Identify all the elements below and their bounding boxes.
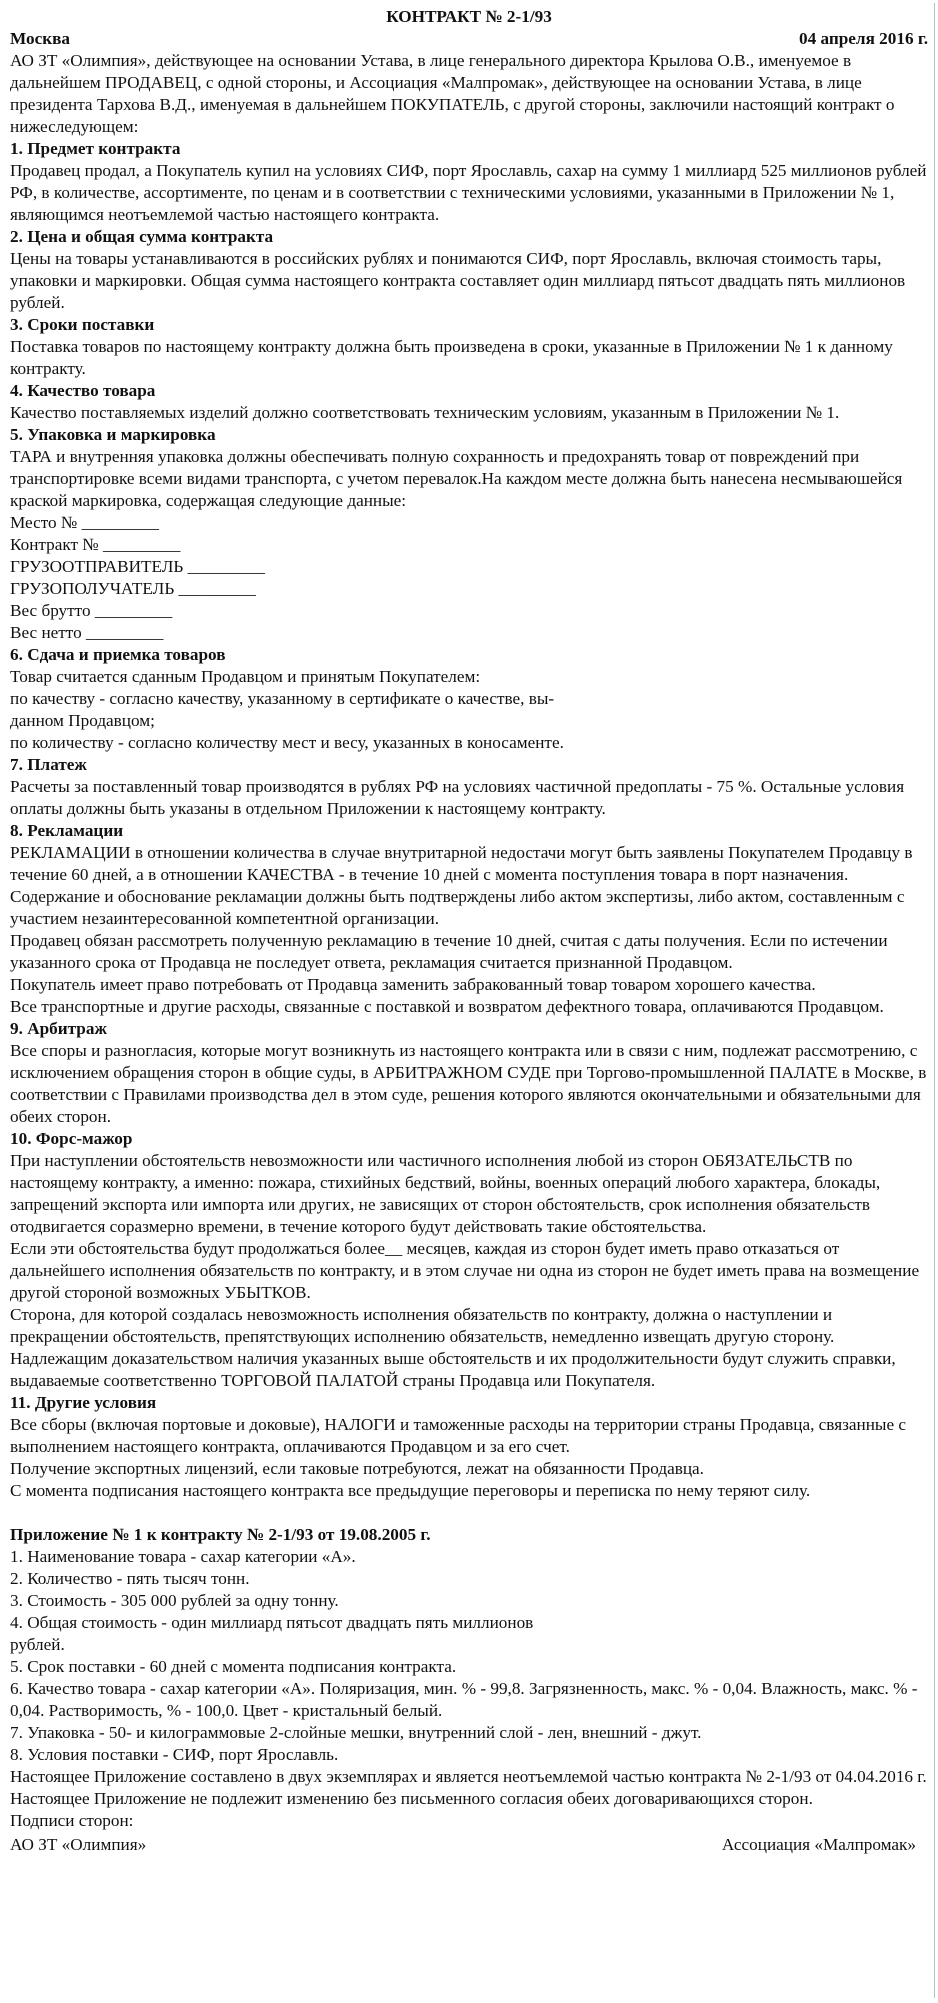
appendix-paragraph: Настоящее Приложение не подлежит изменению без письменного согласия обеих договаривающихся сторон. <box>10 1789 813 1808</box>
section-line: по качеству - согласно качеству, указанному в сертификате о качестве, вы- <box>10 689 555 708</box>
section-claims <box>10 820 928 1018</box>
appendix <box>10 1524 928 1856</box>
section-payment <box>10 754 928 820</box>
section-heading: 3. Сроки поставки <box>10 315 155 334</box>
section-heading: 8. Рекламации <box>10 821 124 840</box>
place-date-row <box>10 28 928 50</box>
section-acceptance <box>10 644 928 754</box>
section-heading: 2. Цена и общая сумма контракта <box>10 227 274 246</box>
section-paragraph: Все сборы (включая портовые и доковые), НАЛОГИ и таможенные расходы на территории страны Продавца, связанные с выполнением настоящего контракта, оплачиваются Продавцом и за его счет. <box>10 1415 907 1456</box>
section-paragraph: Поставка товаров по настоящему контракту должна быть произведена в сроки, указанные в Приложении № 1 к данному контракту. <box>10 337 893 378</box>
appendix-item: 4. Общая стоимость - один миллиард пятьсот двадцать пять миллионов <box>10 1613 534 1632</box>
document-title: КОНТРАКТ № 2-1/93 <box>386 7 552 26</box>
section-paragraph: С момента подписания настоящего контракта все предыдущие переговоры и переписка по нему теряют силу. <box>10 1481 811 1500</box>
section-paragraph: Сторона, для которой создалась невозможность исполнения обязательств по контракту, должна о наступлении и прекращении обстоятельств, препятствующих исполнению обязательств, немедленно извещать другую сторону. <box>10 1305 835 1346</box>
section-paragraph: Покупатель имеет право потребовать от Продавца заменить забракованный товар товаром хорошего качества. <box>10 975 816 994</box>
appendix-item: 2. Количество - пять тысяч тонн. <box>10 1569 250 1588</box>
section-paragraph: Качество поставляемых изделий должно соответствовать техническим условиям, указанным в Приложении № 1. <box>10 403 840 422</box>
section-heading: 1. Предмет контракта <box>10 139 181 158</box>
marking-line: Контракт № _________ <box>10 535 181 554</box>
section-heading: 11. Другие условия <box>10 1393 157 1412</box>
section-heading: 7. Платеж <box>10 755 87 774</box>
preamble: АО ЗТ «Олимпия», действующее на основании Устава, в лице генерального директора Крылова О.В., именуемое в дальнейшем ПРОДАВЕЦ, с одной стороны, и Ассоциация «Малпромак», действующее на основании Устава, в лице президента Тархова В.Д., именуемая в дальнейшем ПОКУПАТЕЛЬ, с другой стороны, заключили настоящий контракт о нижеследующем: <box>10 51 895 136</box>
city: Москва <box>10 29 70 48</box>
section-paragraph: Все транспортные и другие расходы, связанные с поставкой и возвратом дефектного товара, оплачиваются Продавцом. <box>10 997 884 1016</box>
section-paragraph: Цены на товары устанавливаются в российских рублях и понимаются СИФ, порт Ярославль, включая стоимость тары, упаковки и маркировки. Общая сумма настоящего контракта составляет один миллиард пятьсот двадцать пять миллионов рублей. <box>10 249 906 312</box>
marking-line: Место № _________ <box>10 513 159 532</box>
seller-signature: АО ЗТ «Олимпия» <box>10 1835 147 1854</box>
section-arbitration <box>10 1018 928 1128</box>
contract-date: 04 апреля 2016 г. <box>798 29 928 48</box>
section-heading: 9. Арбитраж <box>10 1019 107 1038</box>
section-heading: 6. Сдача и приемка товаров <box>10 645 226 664</box>
appendix-item: 3. Стоимость - 305 000 рублей за одну тонну. <box>10 1591 339 1610</box>
section-heading: 5. Упаковка и маркировка <box>10 425 216 444</box>
appendix-item: 7. Упаковка - 50- и килограммовые 2-слойные мешки, внутренний слой - лен, внешний - джут. <box>10 1723 702 1742</box>
appendix-item: 8. Условия поставки - СИФ, порт Ярославль. <box>10 1745 339 1764</box>
section-paragraph: ТАРА и внутренняя упаковка должны обеспечивать полную сохранность и предохранять товар от повреждений при транспортировке всеми видами транспорта, с учетом перевалок.На каждом месте должна быть нанесена несмываюшейся краской маркировка, содержащая следующие данные: <box>10 447 903 510</box>
section-paragraph: Надлежащим доказательством наличия указанных выше обстоятельств и их продолжительности будут служить справки, выдаваемые соответственно ТОРГОВОЙ ПАЛАТОЙ страны Продавца или Покупателя. <box>10 1349 896 1390</box>
appendix-item: 1. Наименование товара - сахар категории «А». <box>10 1547 356 1566</box>
blank-line <box>10 1502 928 1524</box>
buyer-signature: Ассоциация «Малпромак» <box>721 1835 916 1854</box>
signatures-label: Подписи сторон: <box>10 1811 134 1830</box>
section-paragraph: РЕКЛАМАЦИИ в отношении количества в случае внутритарной недостачи могут быть заявлены Покупателем Продавцу в течение 60 дней, а в отношении КАЧЕСТВА - в течение 10 дней с момента поступления товара в порт назначения. Содержание и обоснование рекламации должны быть подтверждены либо актом экспертизы, либо актом, составленным с участием незаинтересованной компетентной организации. <box>10 843 913 928</box>
appendix-item: 5. Срок поставки - 60 дней с момента подписания контракта. <box>10 1657 457 1676</box>
section-quality <box>10 380 928 424</box>
section-paragraph: Получение экспортных лицензий, если таковые потребуются, лежат на обязанности Продавца. <box>10 1459 704 1478</box>
marking-line: ГРУЗООТПРАВИТЕЛЬ _________ <box>10 557 265 576</box>
section-delivery-terms <box>10 314 928 380</box>
appendix-paragraph: Настоящее Приложение составлено в двух экземплярах и является неотъемлемой частью контракта № 2-1/93 от 04.04.2016 г. <box>10 1767 927 1786</box>
section-line: Товар считается сданным Продавцом и принятым Покупателем: <box>10 667 481 686</box>
section-line: данном Продавцом; <box>10 711 155 730</box>
page-border <box>934 3 935 1998</box>
section-subject <box>10 138 928 226</box>
appendix-item: 6. Качество товара - сахар категории «А». Поляризация, мин. % - 99,8. Загрязненность, макс. % - 0,04. Влажность, макс. % - 0,04. Растворимость, % - 100,0. Цвет - кристальный белый. <box>10 1679 918 1720</box>
section-paragraph: Если эти обстоятельства будут продолжаться более__ месяцев, каждая из сторон будет иметь право отказаться от дальнейшего исполнения обязательств по контракту, и в этом случае ни одна из сторон не будет иметь права на возмещение другой стороной возможных УБЫТКОВ. <box>10 1239 920 1302</box>
section-heading: 4. Качество товара <box>10 381 156 400</box>
appendix-item-continued: рублей. <box>10 1635 65 1654</box>
section-line: по количеству - согласно количеству мест и весу, указанных в коносаменте. <box>10 733 564 752</box>
appendix-heading: Приложение № 1 к контракту № 2-1/93 от 19.08.2005 г. <box>10 1525 431 1544</box>
marking-line: Вес брутто _________ <box>10 601 173 620</box>
marking-line: ГРУЗОПОЛУЧАТЕЛЬ _________ <box>10 579 256 598</box>
section-heading: 10. Форс-мажор <box>10 1129 133 1148</box>
section-paragraph: Продавец обязан рассмотреть полученную рекламацию в течение 10 дней, считая с даты получения. Если по истечении указанного срока от Продавца не последует ответа, рекламация считается признанной Продавцом. <box>10 931 888 972</box>
section-price <box>10 226 928 314</box>
signatures-row <box>10 1834 928 1856</box>
section-packaging <box>10 424 928 644</box>
section-paragraph: При наступлении обстоятельств невозможности или частичного исполнения любой из сторон ОБЯЗАТЕЛЬСТВ по настоящему контракту, а именно: пожара, стихийных бедствий, войны, военных операций любого характера, блокады, запрещений экспорта или импорта или других, не зависящих от сторон обстоятельств, срок исполнения обязательств отодвигается соразмерно времени, в течение которого будут действовать такие обстоятельства. <box>10 1151 881 1236</box>
section-other-terms <box>10 1392 928 1502</box>
section-paragraph: Все споры и разногласия, которые могут возникнуть из настоящего контракта или в связи с ним, подлежат рассмотрению, с исключением обращения сторон в общие суды, в АРБИТРАЖНОМ СУДЕ при Торгово-промышленной ПАЛАТЕ в Москве, в соответствии с Правилами производства дел в этом суде, решения которого являются окончательными и обязательными для обеих сторон. <box>10 1041 927 1126</box>
section-paragraph: Расчеты за поставленный товар производятся в рублях РФ на условиях частичной предоплаты - 75 %. Остальные условия оплаты должны быть указаны в отдельном Приложении к настоящему контракту. <box>10 777 905 818</box>
marking-line: Вес нетто _________ <box>10 623 164 642</box>
section-paragraph: Продавец продал, а Покупатель купил на условиях СИФ, порт Ярославль, сахар на сумму 1 миллиард 525 миллионов рублей РФ, в количестве, ассортименте, по ценам и в соответствии с техническими условиями, указанными в Приложении № 1, являющимся неотъемлемой частью настоящего контракта. <box>10 161 927 224</box>
section-force-majeure <box>10 1128 928 1392</box>
